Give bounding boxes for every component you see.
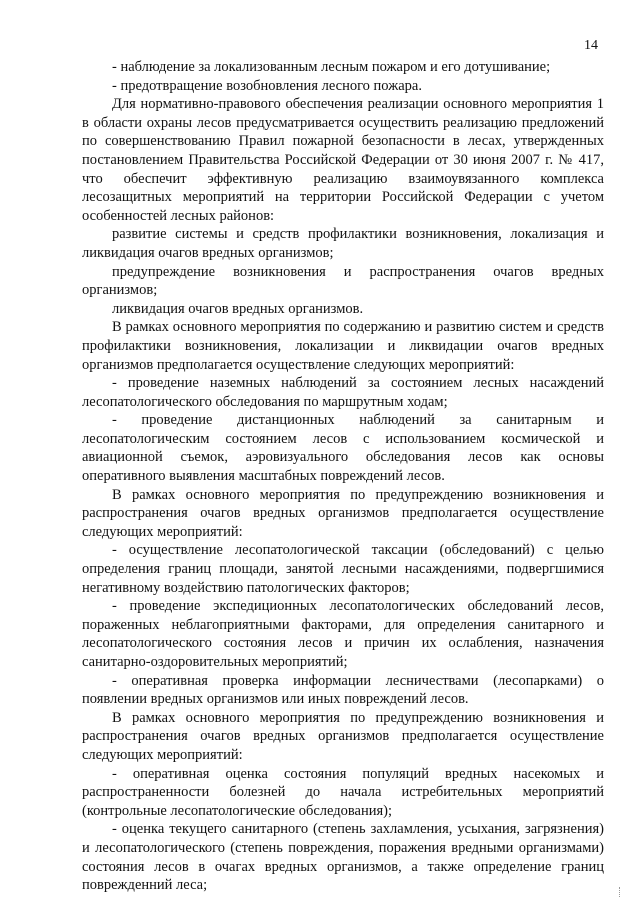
paragraph: предупреждение возникновения и распространения очагов вредных организмов; — [82, 263, 604, 299]
paragraph: - проведение дистанционных наблюдений за санитарным и лесопатологическим состоянием лесов с использованием космической и авиационной съемок, аэровизуального обследования лесов как основы оперативного выявления масштабных повреждений лесов. — [82, 412, 604, 485]
page-number: 14 — [584, 38, 598, 53]
paragraph: - проведение наземных наблюдений за состоянием лесных насаждений лесопатологического обследования по маршрутным ходам; — [82, 375, 604, 410]
paragraph: - наблюдение за локализованным лесным пожаром и его дотушивание; — [112, 59, 551, 75]
paragraph: - осуществление лесопатологической таксации (обследований) с целью определения границ площади, занятой лесными насаждениями, подвергшимися негативному воздействию патологических факторов; — [82, 542, 604, 596]
paragraph: - проведение экспедиционных лесопатологических обследований лесов, пораженных неблагоприятными факторами, для определения санитарного и лесопатологического состояния лесов и причин их ослабления, назначения санитарно-оздоровительных мероприятий; — [82, 598, 604, 670]
paragraph: - оперативная проверка информации лесничествами (лесопарками) о появлении вредных организмов или иных повреждений лесов. — [82, 672, 604, 708]
paragraph: - предотвращение возобновления лесного пожара. — [112, 77, 422, 94]
paragraph: - оперативная оценка состояния популяций вредных насекомых и распространенности болезней до начала истребительных мероприятий (контрольные лесопатологические обследования); — [82, 765, 604, 819]
paragraph: В рамках основного мероприятия по предупреждению возникновения и распространения очагов вредных организмов предполагается осуществление следующих мероприятий: — [82, 709, 604, 763]
paragraph: развитие системы и средств профилактики возникновения, локализация и ликвидация очагов вредных организмов; — [82, 226, 604, 261]
paragraph: В рамках основного мероприятия по содержанию и развитию систем и средств профилактики возникновения, локализации и ликвидации очагов вредных организмов предполагается осуществление следующих мероприятий: — [82, 319, 604, 373]
paragraph: - оценка текущего санитарного (степень захламления, усыхания, загрязнения) и лесопатологического (степень повреждения, поражения вредными организмами) состояния лесов в очагах вредных организмов, а также определение границ поврежденний леса; — [82, 821, 604, 894]
paragraph: В рамках основного мероприятия по предупреждению возникновения и распространения очагов вредных организмов предполагается осуществление следующих мероприятий: — [82, 486, 604, 540]
paragraph: Для нормативно-правового обеспечения реализации основного мероприятия 1 в области охраны лесов предусматривается осуществить реализацию предложений по совершенствованию Правил пожарной безопасности в лесах, утвержденных постановлением Правительства Российской Федерации от 30 июня 2007 г. № 417, что обеспечит эффективную реализацию взаимоувязанного комплекса лесозащитных мероприятий на территории Российской Федерации с учетом особенностей лесных районов: — [82, 96, 604, 224]
scan-artifact — [619, 887, 626, 897]
paragraph: ликвидация очагов вредных организмов. — [112, 300, 364, 317]
document-body — [82, 58, 604, 895]
